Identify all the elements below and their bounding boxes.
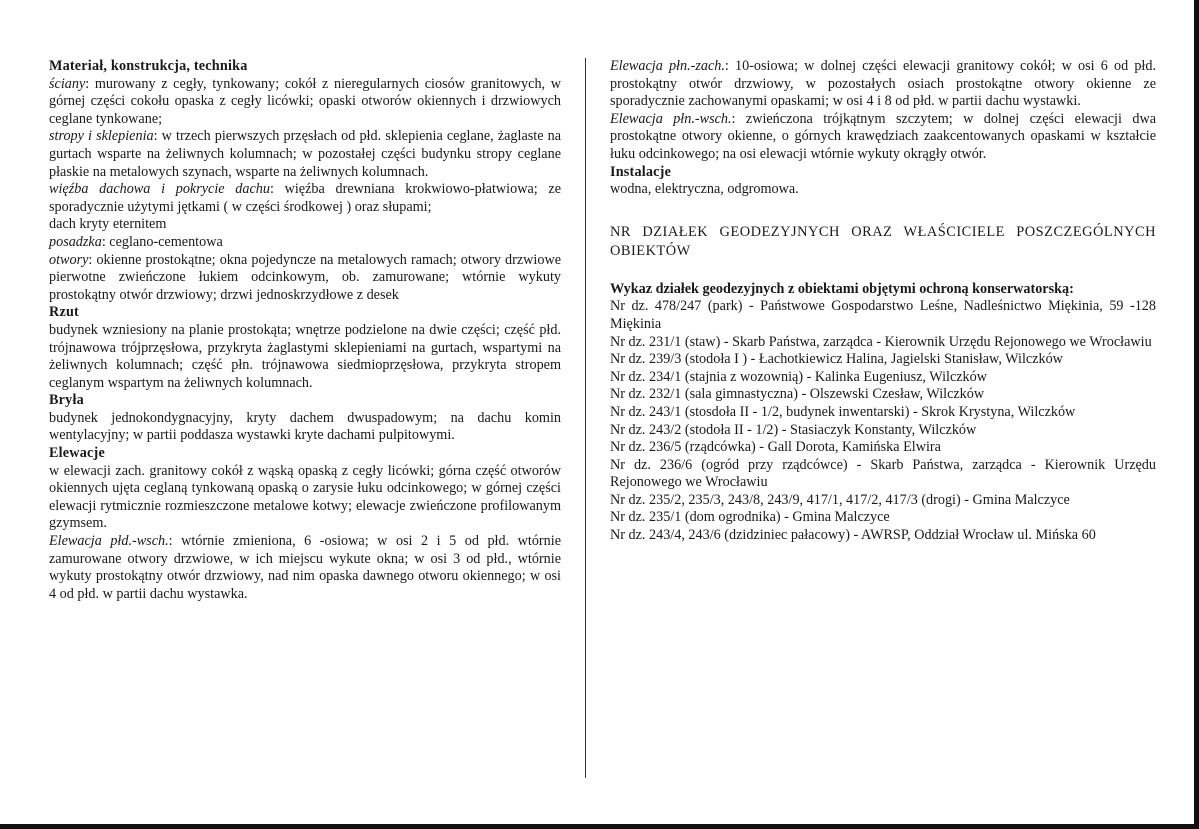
list-item: Nr dz. 231/1 (staw) - Skarb Państwa, zarządca - Kierownik Urzędu Rejonowego we Wrocławiu (610, 333, 1152, 350)
list-item: Nr dz. 236/5 (rządcówka) - Gall Dorota, Kamińska Elwira (610, 439, 941, 456)
paragraph-elewacja-pln-zach (610, 58, 1156, 111)
heading-material: Materiał, konstrukcja, technika (49, 58, 248, 74)
scan-edge-bottom (0, 824, 1199, 829)
paragraph-stropy (49, 128, 561, 181)
heading-bryla: Bryła (49, 392, 84, 409)
list-item: Nr dz. 235/1 (dom ogrodnika) - Gmina Malczyce (610, 509, 890, 526)
label-stropy: stropy i sklepienia (49, 128, 154, 145)
text-sciany: : murowany z cegły, tynkowany; cokół z nieregularnych ciosów granitowych, w górnej części cokołu opaska z cegły licówki; opaski otworów okiennych i drzwiowych ceglane tynkowane; (49, 75, 561, 127)
heading-elewacje: Elewacje (49, 445, 105, 462)
label-sciany: ściany (49, 75, 86, 92)
list-item: Nr dz. 232/1 (sala gimnastyczna) - Olszewski Czesław, Wilczków (610, 386, 985, 403)
list-item: Nr dz. 234/1 (stajnia z wozownią) - Kalinka Eugeniusz, Wilczków (610, 368, 987, 385)
left-column (49, 58, 561, 603)
paragraph-otwory (49, 252, 561, 305)
list-item: Nr dz. 243/1 (stosdoła II - 1/2, budynek inwentarski) - Skrok Krystyna, Wilczków (610, 403, 1076, 420)
heading-instalacje: Instalacje (610, 163, 672, 180)
list-item: Nr dz. 239/3 (stodoła I ) - Łachotkiewicz Halina, Jagielski Stanisław, Wilczków (610, 351, 1063, 368)
entries-list (610, 298, 1156, 544)
heading-rzut: Rzut (49, 304, 79, 321)
paragraph-dach: dach kryty eternitem (49, 216, 167, 233)
text-elewacja-pln-zach: : 10-osiowa; w dolnej części elewacji granitowy cokół; w osi 6 od płd. prostokątny otwór drzwiowy, w pozostałych osiach prostokątne otwory okienne ze sporadycznie zachowanymi opaskami; w osi 4 i 8 od płd. w partii dachu wystawki. (610, 58, 1157, 110)
paragraph-elewacja-pln-wsch (610, 111, 1156, 164)
list-item: Nr dz. 235/2, 235/3, 243/8, 243/9, 417/1, 417/2, 417/3 (drogi) - Gmina Malczyce (610, 491, 1070, 508)
paragraph-elewacje: w elewacji zach. granitowy cokół z wąską opaską z cegły licówki; górna część otworów okiennych ujęta ceglaną tynkowaną opaską o zarysie łuku odcinkowego; w górnej części elewacji rytmicznie rozmieszczone metalowe kotwy; elewacje zwieńczone profilowanym gzymsem. (49, 462, 561, 532)
text-elewacja-pln-wsch: : zwieńczona trójkątnym szczytem; w dolnej części elewacji dwa prostokątne otwory okienne, o górnych krawędziach zaakcentowanych opaskami w kształcie łuku odcinkowego; na osi elewacji wtórnie wykuty okrągły otwór. (610, 110, 1156, 162)
label-elewacja-pld-wsch: Elewacja płd.-wsch. (49, 533, 169, 550)
label-posadzka: posadzka (49, 233, 102, 250)
paragraph-posadzka (49, 234, 561, 252)
label-wiezba: więźba dachowa i pokrycie dachu (49, 181, 270, 198)
text-otwory: : okienne prostokątne; okna pojedyncze na metalowych ramach; otwory drzwiowe pierwotne zwieńczone łukiem odcinkowym, ob. zamurowane; wtórnie wykuty prostokątny otwór drzwiowy; drzwi jednoskrzydłowe z desek (49, 251, 561, 303)
text-wiezba: : więźba drewniana krokwiowo-płatwiowa; ze sporadycznie użytymi jętkami ( w części środkowej ) oraz słupami; (49, 181, 561, 215)
list-item: Nr dz. 243/2 (stodoła II - 1/2) - Stasiaczyk Konstanty, Wilczków (610, 421, 977, 438)
label-elewacja-pln-zach: Elewacja płn.-zach. (610, 58, 725, 74)
wykaz-title: Wykaz działek geodezyjnych z obiektami objętymi ochroną konserwatorską: (610, 280, 1074, 297)
paragraph-instalacje: wodna, elektryczna, odgromowa. (610, 181, 799, 198)
paragraph-elewacja-pld-wsch (49, 533, 561, 603)
paragraph-wiezba (49, 181, 561, 216)
text-stropy: : w trzech pierwszych przęsłach od płd. sklepienia ceglane, żaglaste na gurtach wsparte na żeliwnych kolumnach; w pozostałej części budynku stropy ceglane płaskie na metalowych szynach, wsparte na żeliwnych kolumnach. (49, 128, 561, 180)
column-divider (585, 58, 586, 778)
label-elewacja-pln-wsch: Elewacja płn.-wsch. (610, 110, 732, 127)
text-elewacja-pld-wsch: : wtórnie zmieniona, 6 -osiowa; w osi 2 i 5 od płd. wtórnie zamurowane otwory drzwiowe, w ich miejscu wykute okna; w osi 3 od płd., wtórnie wykuty prostokątny otwór drzwiowy, nad nim opaska dawnego otworu okiennego; w osi 4 od płd. w partii dachu wystawka. (49, 533, 561, 602)
paragraph-bryla: budynek jednokondygnacyjny, kryty dachem dwuspadowym; na dachu komin wentylacyjny; w partii poddasza wystawki kryte dachami pulpitowymi. (49, 409, 561, 444)
paragraph-rzut: budynek wzniesiony na planie prostokąta; wnętrze podzielone na dwie części; część płd. trójnawowa trójprzęsłowa, przykryta żaglastymi sklepieniami na gurtach, wspartymi na żeliwnych kolumnach; część płn. trójnawowa siedmioprzęsłowa, przykryta stropem ceglanym wspartym na żeliwnych kolumnach. (49, 321, 561, 391)
paragraph-sciany (49, 76, 561, 129)
section-title-dzialki: NR DZIAŁEK GEODEZYJNYCH ORAZ WŁAŚCICIELE POSZCZEGÓLNYCH OBIEKTÓW (610, 223, 1156, 259)
label-otwory: otwory (49, 251, 89, 268)
list-item: Nr dz. 243/4, 243/6 (dzidziniec pałacowy) - AWRSP, Oddział Wrocław ul. Mińska 60 (610, 527, 1096, 544)
list-item: Nr dz. 478/247 (park) - Państwowe Gospodarstwo Leśne, Nadleśnictwo Miękinia, 59 -128 Miękinia (610, 298, 1156, 332)
list-item: Nr dz. 236/6 (ogród przy rządcówce) - Skarb Państwa, zarządca - Kierownik Urzędu Rejonowego we Wrocławiu (610, 456, 1156, 491)
text-posadzka: : ceglano-cementowa (101, 233, 223, 250)
scan-edge-right (1194, 0, 1199, 829)
right-column (610, 58, 1156, 545)
